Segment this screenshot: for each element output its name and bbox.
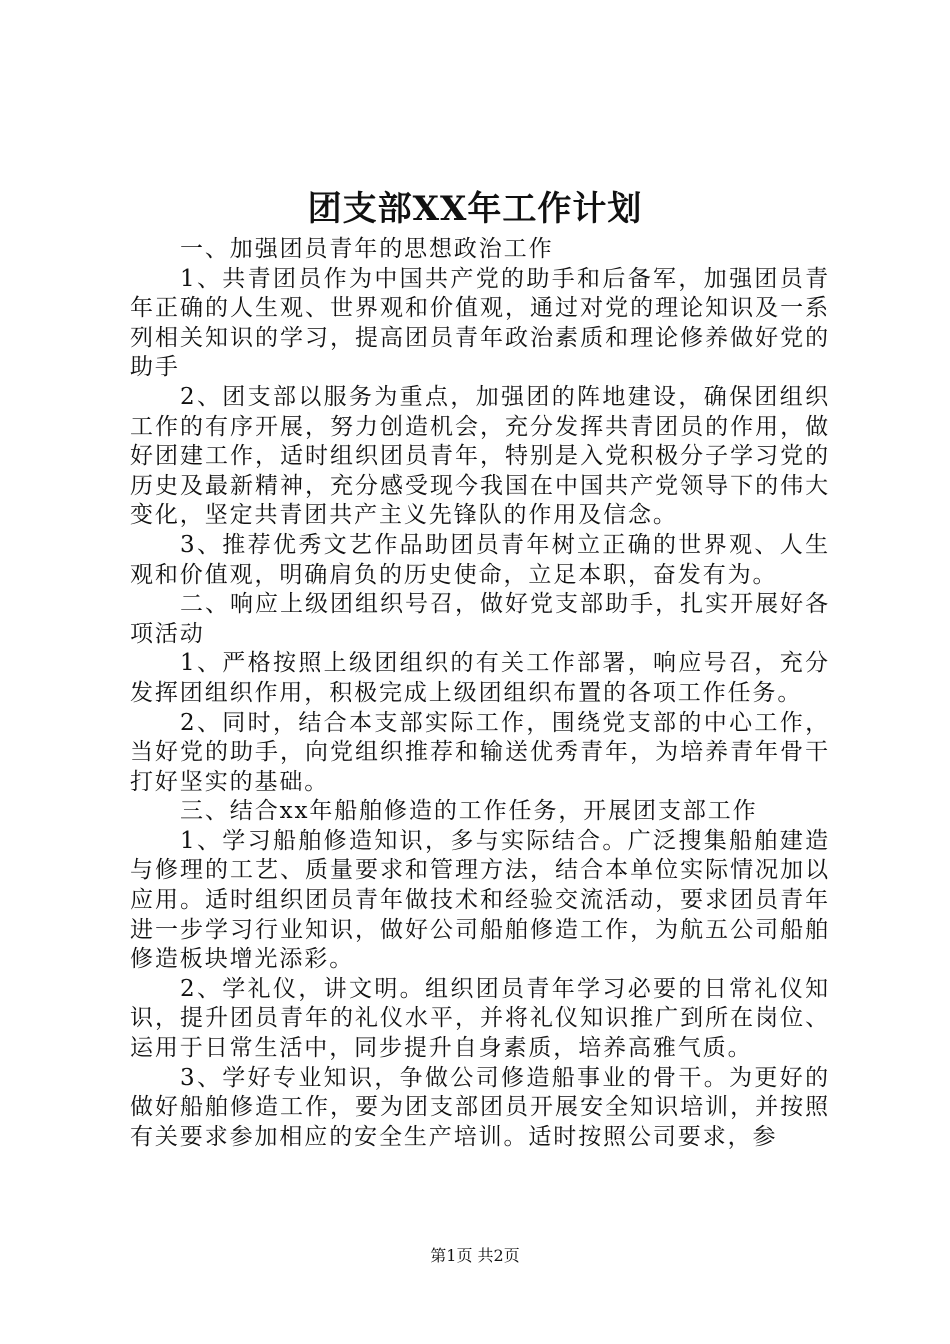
paragraph-2-1: 1、严格按照上级团组织的有关工作部署，响应号召，充分发挥团组织作用，积极完成上级团组织布置的各项工作任务。: [130, 650, 830, 706]
section-heading-1: 一、加强团员青年的思想政治工作: [180, 236, 554, 262]
paragraph-1-3: 3、推荐优秀文艺作品助团员青年树立正确的世界观、人生观和价值观，明确肩负的历史使命，立足本职，奋发有为。: [130, 531, 830, 588]
section-heading-2: 二、响应上级团组织号召，做好党支部助手，扎实开展好各项活动: [130, 591, 830, 647]
paragraph-1-2: 2、团支部以服务为重点，加强团的阵地建设，确保团组织工作的有序开展，努力创造机会，充分发挥共青团员的作用，做好团建工作，适时组织团员青年，特别是入党积极分子学习党的历史及最新精神，充分感受现今我国在中国共产党领导下的伟大变化，坚定共青团共产主义先锋队的作用及信念。: [130, 383, 830, 529]
document-title: 团支部XX年工作计划: [307, 189, 643, 229]
paragraph-3-2: 2、学礼仪，讲文明。组织团员青年学习必要的日常礼仪知识，提升团员青年的礼仪水平，并将礼仪知识推广到所在岗位、运用于日常生活中，同步提升自身素质，培养高雅气质。: [130, 975, 830, 1062]
document-body: [130, 235, 830, 1152]
paragraph-1-1: 1、共青团员作为中国共产党的助手和后备军，加强团员青年正确的人生观、世界观和价值观，通过对党的理论知识及一系列相关知识的学习，提高团员青年政治素质和理论修养做好党的助手: [130, 265, 830, 381]
page-number-footer: 第1页 共2页: [430, 1246, 520, 1265]
paragraph-3-3: 3、学好专业知识，争做公司修造船事业的骨干。为更好的做好船舶修造工作，要为团支部团员开展安全知识培训，并按照有关要求参加相应的安全生产培训。适时按照公司要求，参: [130, 1064, 830, 1150]
paragraph-3-1: 1、学习船舶修造知识，多与实际结合。广泛搜集船舶建造与修理的工艺、质量要求和管理方法，结合本单位实际情况加以应用。适时组织团员青年做技术和经验交流活动，要求团员青年进一步学习行业知识，做好公司船舶修造工作，为航五公司船舶修造板块增光添彩。: [130, 827, 830, 973]
paragraph-2-2: 2、同时，结合本支部实际工作，围绕党支部的中心工作，当好党的助手，向党组织推荐和输送优秀青年，为培养青年骨干打好坚实的基础。: [130, 709, 830, 795]
section-heading-3: 三、结合xx年船舶修造的工作任务，开展团支部工作: [180, 798, 758, 825]
